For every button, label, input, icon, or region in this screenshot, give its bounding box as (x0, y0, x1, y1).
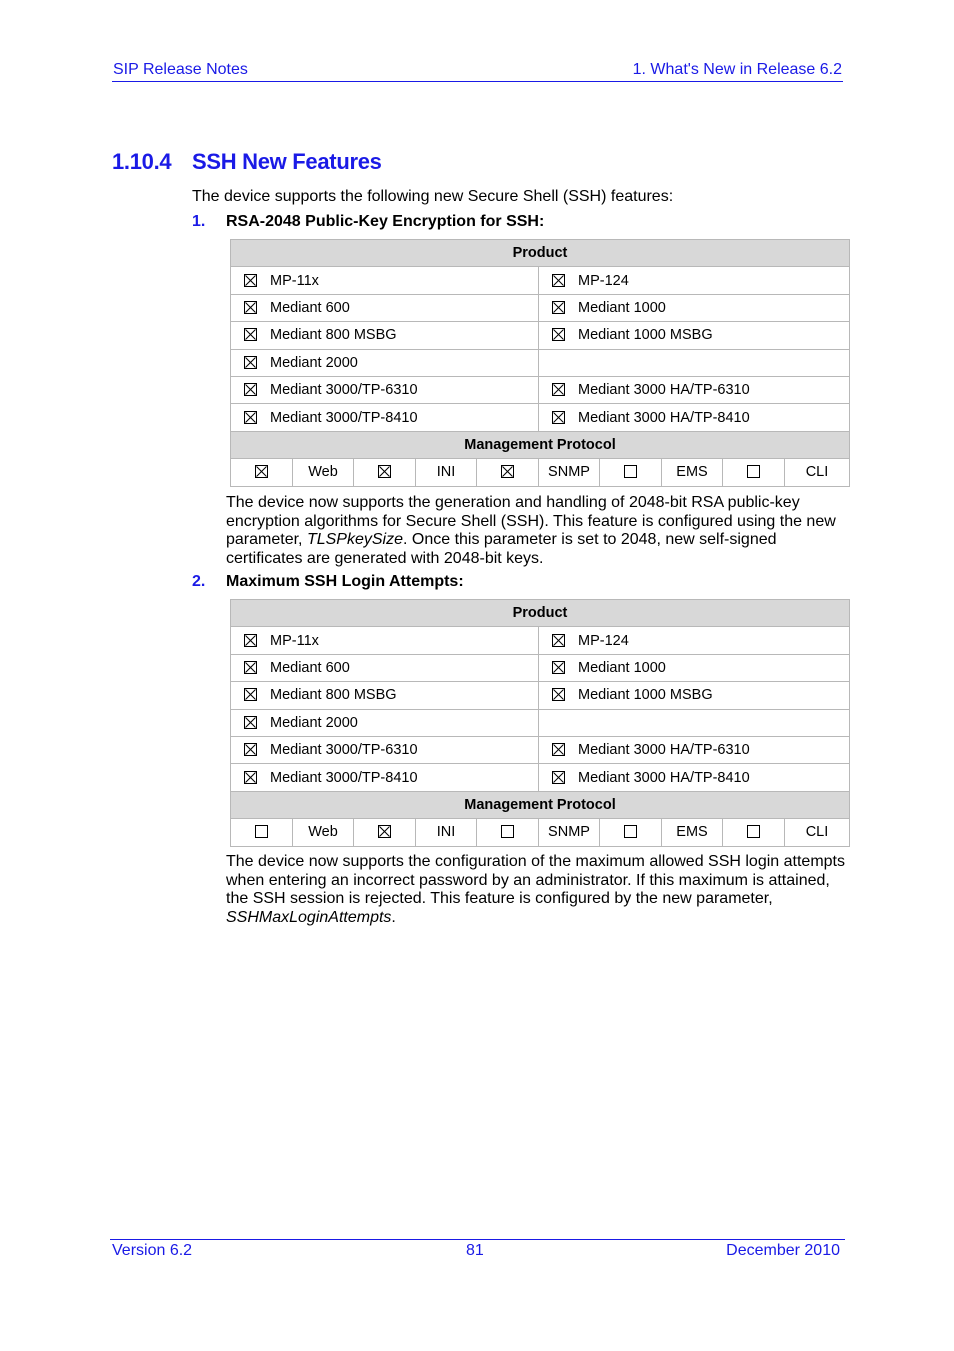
product-cell (539, 349, 850, 376)
footer-version: Version 6.2 (112, 1242, 193, 1259)
section-heading (112, 149, 382, 175)
section-number: 1.10.4 (112, 149, 172, 174)
table-row (231, 627, 850, 654)
product-cell (539, 682, 850, 709)
checkbox-checked-icon (552, 771, 565, 784)
feature-2-applicability-table (230, 599, 850, 847)
product-label: Mediant 2000 (270, 714, 358, 731)
feature-2-description: The device now supports the configuration of the maximum allowed SSH login attempts when entering an incorrect password by an administrator. If this maximum is attained, the SSH session is rejected. This feature is configured by the new parameter, SSHMaxLoginAttempts. (226, 853, 845, 926)
product-cell (539, 376, 850, 403)
management-protocol-header: Management Protocol (231, 791, 850, 818)
product-label: Mediant 3000/TP-6310 (270, 742, 418, 759)
feature-1-applicability-table (230, 239, 850, 487)
product-header: Product (231, 240, 850, 267)
product-label: Mediant 3000 HA/TP-6310 (578, 742, 750, 759)
product-label: Mediant 3000/TP-8410 (270, 769, 418, 786)
checkbox-checked-icon (244, 274, 257, 287)
feature-item-number: 1. (192, 213, 206, 230)
protocol-row (231, 819, 850, 846)
checkbox-unchecked-icon (747, 465, 760, 478)
protocol-checkbox-cell (600, 819, 662, 846)
table-row (231, 654, 850, 681)
product-label: Mediant 1000 (578, 659, 666, 676)
checkbox-checked-icon (552, 383, 565, 396)
header-doc-title: SIP Release Notes (113, 61, 248, 78)
protocol-checkbox-cell (354, 819, 416, 846)
protocol-label: SNMP (539, 819, 600, 846)
management-protocol-header: Management Protocol (231, 431, 850, 458)
product-cell (231, 349, 539, 376)
product-label: Mediant 3000 HA/TP-6310 (578, 382, 750, 399)
table-row (231, 682, 850, 709)
product-cell (539, 294, 850, 321)
page-header (112, 60, 843, 82)
product-cell (231, 376, 539, 403)
feature-item-title: RSA-2048 Public-Key Encryption for SSH: (226, 213, 545, 230)
product-cell (539, 322, 850, 349)
table-row (231, 294, 850, 321)
product-label: Mediant 800 MSBG (270, 687, 397, 704)
header-chapter-title: 1. What's New in Release 6.2 (632, 61, 842, 78)
product-label: Mediant 1000 (578, 299, 666, 316)
protocol-checkbox-cell (231, 459, 293, 486)
checkbox-checked-icon (552, 274, 565, 287)
product-label: Mediant 800 MSBG (270, 327, 397, 344)
table-row (231, 322, 850, 349)
protocol-label: INI (416, 459, 477, 486)
protocol-label: CLI (785, 819, 850, 846)
checkbox-checked-icon (244, 688, 257, 701)
product-cell (539, 267, 850, 294)
table-row (231, 349, 850, 376)
table-row (231, 267, 850, 294)
protocol-checkbox-cell (231, 819, 293, 846)
page-number: 81 (466, 1242, 484, 1259)
checkbox-checked-icon (378, 465, 391, 478)
checkbox-unchecked-icon (255, 825, 268, 838)
parameter-name: TLSPkeySize (306, 531, 403, 549)
product-cell (231, 764, 539, 791)
checkbox-checked-icon (244, 771, 257, 784)
checkbox-unchecked-icon (501, 825, 514, 838)
checkbox-checked-icon (244, 356, 257, 369)
checkbox-checked-icon (552, 411, 565, 424)
product-cell (539, 736, 850, 763)
product-cell (231, 627, 539, 654)
checkbox-checked-icon (244, 383, 257, 396)
protocol-checkbox-cell (477, 819, 539, 846)
protocol-checkbox-cell (723, 459, 785, 486)
product-cell (539, 404, 850, 431)
product-cell (231, 294, 539, 321)
checkbox-checked-icon (552, 634, 565, 647)
checkbox-checked-icon (244, 634, 257, 647)
checkbox-unchecked-icon (624, 465, 637, 478)
feature-1-description: The device now supports the generation and handling of 2048-bit RSA public-key encryption algorithms for Secure Shell (SSH). This feature is configured using the new parameter, TLSPkeySize. Once this parameter is set to 2048, new self-signed certificates are generated with 2048-bit keys. (226, 494, 836, 567)
checkbox-checked-icon (552, 301, 565, 314)
table-row (231, 764, 850, 791)
checkbox-checked-icon (244, 301, 257, 314)
feature-item-2-heading (192, 573, 464, 591)
protocol-label: CLI (785, 459, 850, 486)
checkbox-checked-icon (244, 661, 257, 674)
product-label: Mediant 3000 HA/TP-8410 (578, 409, 750, 426)
protocol-label: EMS (662, 459, 723, 486)
product-cell (539, 764, 850, 791)
product-label: MP-11x (270, 632, 319, 649)
protocol-label: Web (293, 819, 354, 846)
product-label: MP-124 (578, 272, 629, 289)
protocol-checkbox-cell (477, 459, 539, 486)
table-row (231, 709, 850, 736)
checkbox-checked-icon (244, 743, 257, 756)
checkbox-checked-icon (244, 411, 257, 424)
footer-date: December 2010 (726, 1242, 840, 1259)
product-cell (231, 709, 539, 736)
product-label: Mediant 3000 HA/TP-8410 (578, 769, 750, 786)
product-header: Product (231, 600, 850, 627)
protocol-label: Web (293, 459, 354, 486)
section-intro: The device supports the following new Secure Shell (SSH) features: (192, 188, 674, 205)
product-cell (539, 709, 850, 736)
feature-item-1-heading (192, 213, 544, 231)
product-label: MP-124 (578, 632, 629, 649)
protocol-label: SNMP (539, 459, 600, 486)
checkbox-checked-icon (552, 328, 565, 341)
checkbox-checked-icon (552, 743, 565, 756)
protocol-label: EMS (662, 819, 723, 846)
product-cell (231, 682, 539, 709)
product-label: Mediant 3000/TP-8410 (270, 409, 418, 426)
product-cell (231, 322, 539, 349)
checkbox-checked-icon (378, 825, 391, 838)
product-label: Mediant 2000 (270, 354, 358, 371)
product-label: Mediant 1000 MSBG (578, 687, 713, 704)
table-row (231, 404, 850, 431)
protocol-checkbox-cell (723, 819, 785, 846)
product-label: MP-11x (270, 272, 319, 289)
product-label: Mediant 1000 MSBG (578, 327, 713, 344)
product-cell (231, 736, 539, 763)
checkbox-unchecked-icon (624, 825, 637, 838)
checkbox-checked-icon (501, 465, 514, 478)
protocol-row (231, 459, 850, 486)
checkbox-checked-icon (552, 661, 565, 674)
parameter-name: SSHMaxLoginAttempts (226, 908, 392, 926)
table-row (231, 736, 850, 763)
product-cell (231, 654, 539, 681)
page-footer (110, 1239, 845, 1264)
checkbox-unchecked-icon (747, 825, 760, 838)
feature-item-title: Maximum SSH Login Attempts: (226, 573, 464, 590)
product-label: Mediant 3000/TP-6310 (270, 382, 418, 399)
feature-item-number: 2. (192, 573, 206, 590)
checkbox-checked-icon (244, 716, 257, 729)
protocol-checkbox-cell (354, 459, 416, 486)
checkbox-checked-icon (552, 688, 565, 701)
protocol-checkbox-cell (600, 459, 662, 486)
product-label: Mediant 600 (270, 299, 350, 316)
product-cell (231, 267, 539, 294)
section-title: SSH New Features (192, 149, 382, 174)
product-cell (539, 654, 850, 681)
table-row (231, 376, 850, 403)
checkbox-checked-icon (255, 465, 268, 478)
checkbox-checked-icon (244, 328, 257, 341)
product-cell (539, 627, 850, 654)
product-label: Mediant 600 (270, 659, 350, 676)
product-cell (231, 404, 539, 431)
protocol-label: INI (416, 819, 477, 846)
